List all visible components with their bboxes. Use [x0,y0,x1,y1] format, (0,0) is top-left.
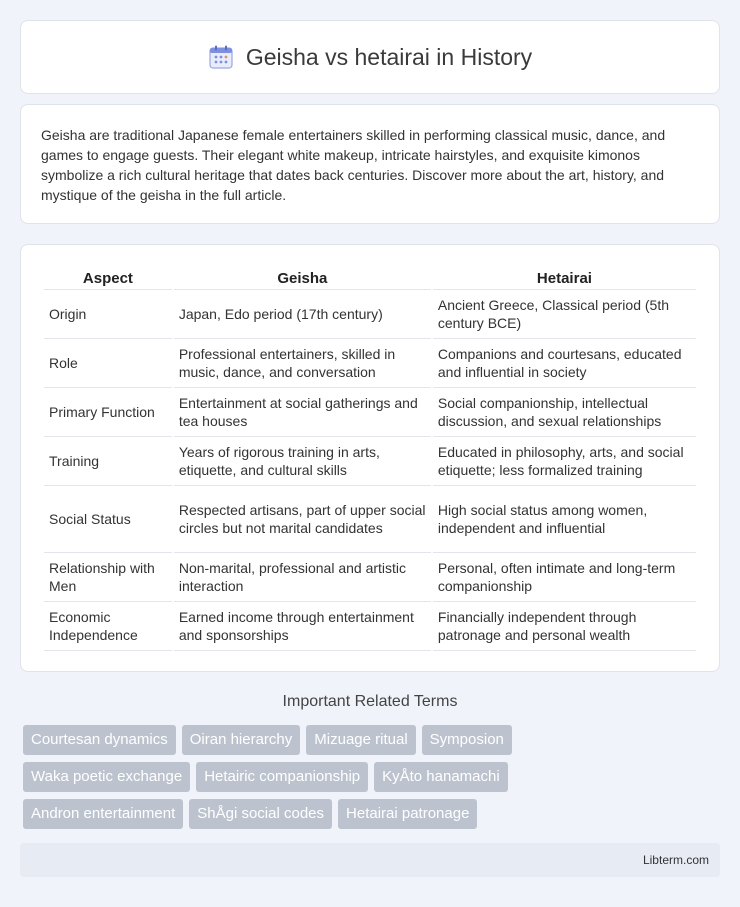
tag-hetairic-companionship[interactable]: Hetairic companionship [196,762,368,792]
cell-hetairai: Ancient Greece, Classical period (5th century BCE) [433,290,696,339]
tag-andron-entertainment[interactable]: Andron entertainment [23,799,183,829]
cell-aspect: Role [44,339,172,388]
tag-oiran-hierarchy[interactable]: Oiran hierarchy [182,725,301,755]
cell-geisha: Earned income through entertainment and sponsorships [174,602,431,651]
cell-aspect: Economic Independence [44,602,172,651]
tag-row [23,762,723,792]
table-row [44,602,696,651]
tag-hetairai-patronage[interactable]: Hetairai patronage [338,799,477,829]
footer [20,843,720,877]
cell-geisha: Years of rigorous training in arts, etiquette, and cultural skills [174,437,431,486]
cell-geisha: Respected artisans, part of upper social circles but not marital candidates [174,486,431,553]
tag-shogi-social-codes[interactable]: ShÅgi social codes [189,799,332,829]
cell-geisha: Non-marital, professional and artistic interaction [174,553,431,602]
tag-row [23,799,723,829]
cell-aspect: Training [44,437,172,486]
header-hetairai: Hetairai [433,265,696,290]
cell-hetairai: Social companionship, intellectual discussion, and sexual relationships [433,388,696,437]
tag-courtesan-dynamics[interactable]: Courtesan dynamics [23,725,176,755]
related-terms-list [23,725,723,836]
cell-aspect: Social Status [44,486,172,553]
table-row [44,437,696,486]
table-row [44,388,696,437]
cell-hetairai: Financially independent through patronage and personal wealth [433,602,696,651]
table-row [44,486,696,553]
table-header-row [44,265,696,290]
cell-hetairai: Educated in philosophy, arts, and social etiquette; less formalized training [433,437,696,486]
cell-aspect: Origin [44,290,172,339]
cell-aspect: Primary Function [44,388,172,437]
page-title: Geisha vs hetairai in History [245,43,533,70]
cell-hetairai: Personal, often intimate and long-term companionship [433,553,696,602]
tag-symposion[interactable]: Symposion [422,725,512,755]
comparison-table-card [20,244,720,672]
header-geisha: Geisha [174,265,431,290]
intro-text: Geisha are traditional Japanese female entertainers skilled in performing classical music, dance, and games to engage guests. Their elegant white makeup, intricate hairstyles, and exquisite kimonos symbolize a rich cultural heritage that dates back centuries. Discover more about the art, history, and mystique of the geisha in the full article. [41,127,666,203]
cell-geisha: Japan, Edo period (17th century) [174,290,431,339]
header-aspect: Aspect [44,265,172,290]
comparison-table [42,265,698,651]
calendar-icon [208,44,234,70]
cell-geisha: Entertainment at social gatherings and tea houses [174,388,431,437]
tag-row [23,725,723,755]
intro-card [20,104,720,224]
table-row [44,339,696,388]
related-terms-title: Important Related Terms [282,693,458,710]
cell-hetairai: Companions and courtesans, educated and influential in society [433,339,696,388]
cell-aspect: Relationship with Men [44,553,172,602]
table-row [44,290,696,339]
cell-hetairai: High social status among women, independent and influential [433,486,696,553]
header [208,44,532,71]
header-card [20,20,720,94]
cell-geisha: Professional entertainers, skilled in music, dance, and conversation [174,339,431,388]
tag-mizuage-ritual[interactable]: Mizuage ritual [306,725,415,755]
tag-waka-poetic-exchange[interactable]: Waka poetic exchange [23,762,190,792]
table-row [44,553,696,602]
tag-kyoto-hanamachi[interactable]: KyÅto hanamachi [374,762,508,792]
footer-brand-link[interactable]: Libterm.com [642,853,709,867]
